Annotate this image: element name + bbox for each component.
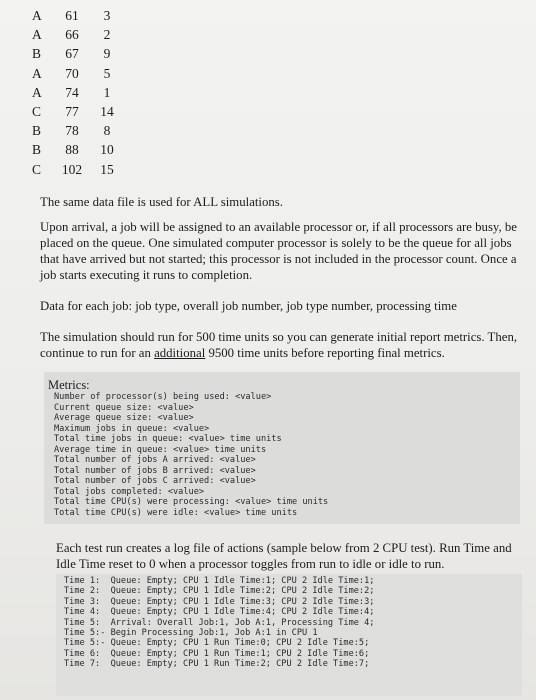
metrics-heading: Metrics: — [48, 378, 90, 392]
processing-time-cell: 3 — [103, 8, 111, 23]
log-line: Time 5:- Begin Processing Job:1, Job A:1 in CPU 1 — [64, 627, 318, 638]
metrics-line: Average time in queue: <value> time units — [54, 444, 267, 455]
processing-time-cell: 1 — [103, 84, 111, 100]
job-number-cell: 67 — [65, 46, 79, 62]
table-row — [32, 140, 122, 159]
processing-time-cell: 14 — [100, 104, 114, 120]
job-data-paragraph: Data for each job: job type, overall job number, job type number, processing time — [40, 299, 457, 313]
table-row — [32, 25, 122, 44]
job-number-cell: 66 — [65, 27, 79, 43]
job-type-cell: B — [32, 123, 42, 139]
table-row — [32, 102, 122, 121]
metrics-line: Total number of jobs B arrived: <value> — [54, 465, 256, 476]
job-type-cell: C — [32, 161, 42, 177]
metrics-line: Total jobs completed: <value> — [54, 486, 205, 497]
metrics-line: Total number of jobs A arrived: <value> — [54, 455, 256, 465]
processing-time-cell: 8 — [103, 123, 111, 139]
job-number-cell: 102 — [61, 161, 83, 177]
table-row — [32, 6, 122, 25]
processing-time-cell: 5 — [103, 65, 111, 81]
log-line: Time 1: Queue: Empty; CPU 1 Idle Time:1; CPU 2 Idle Time:1; — [64, 576, 375, 586]
job-type-cell: B — [32, 142, 42, 158]
table-row — [32, 64, 122, 83]
metrics-line: Total time CPU(s) were idle: <value> time units — [54, 507, 298, 518]
table-row — [32, 121, 122, 140]
job-number-cell: 77 — [65, 104, 79, 120]
job-data-table — [32, 6, 122, 179]
metrics-block — [44, 372, 520, 524]
metrics-line: Total time CPU(s) were processing: <value> time units — [54, 497, 329, 507]
processing-time-cell: 2 — [103, 27, 111, 43]
log-line: Time 5:- Queue: Empty; CPU 1 Run Time:0; CPU 2 Idle Time:5; — [64, 638, 370, 649]
log-sample-block — [56, 574, 522, 696]
log-line: Time 7: Queue: Empty; CPU 1 Run Time:2; CPU 2 Idle Time:7; — [64, 659, 370, 670]
arrival-rules-paragraph: Upon arrival, a job will be assigned to an available processor or, if all processors are busy, be placed on the queue. One simulated computer processor is solely to be the queue for all jobs that have arrived but not started; this processor is not included in the processor count. Once a job starts executing it runs to completion. — [40, 220, 517, 282]
processing-time-cell: 9 — [103, 46, 111, 62]
simulation-duration-paragraph — [40, 329, 522, 361]
metrics-line: Maximum jobs in queue: <value> — [54, 423, 210, 434]
log-line: Time 2: Queue: Empty; CPU 1 Idle Time:2; CPU 2 Idle Time:2; — [64, 586, 375, 597]
job-number-cell: 74 — [65, 84, 79, 100]
metrics-lines — [54, 392, 328, 518]
job-type-cell: A — [32, 8, 42, 23]
processing-time-cell: 10 — [100, 142, 114, 158]
sim-text-additional: additional — [154, 346, 206, 360]
sim-text-before: The simulation should run for 500 time units so you can generate initial report metrics. Then, continue to run for an — [40, 330, 518, 360]
table-row — [32, 160, 122, 179]
job-type-cell: B — [32, 46, 42, 62]
job-type-cell: A — [32, 84, 42, 100]
metrics-line: Current queue size: <value> — [54, 402, 194, 413]
job-number-cell: 78 — [65, 123, 79, 139]
table-row — [32, 83, 122, 102]
job-type-cell: A — [32, 65, 42, 81]
table-row — [32, 44, 122, 63]
log-file-paragraph: Each test run creates a log file of actions (sample below from 2 CPU test). Run Time and Idle Time reset to 0 when a processor toggles from run to idle or idle to run. — [56, 541, 512, 571]
job-number-cell: 61 — [65, 8, 79, 23]
metrics-line: Number of processor(s) being used: <value> — [54, 392, 272, 402]
job-number-cell: 70 — [65, 65, 79, 81]
metrics-line: Total time jobs in queue: <value> time units — [54, 434, 282, 444]
log-line: Time 6: Queue: Empty; CPU 1 Run Time:1; CPU 2 Idle Time:6; — [64, 648, 370, 659]
log-line: Time 5: Arrival: Overall Job:1, Job A:1, Processing Time 4; — [64, 617, 375, 628]
job-type-cell: C — [32, 104, 42, 120]
log-lines — [64, 576, 374, 670]
processing-time-cell: 15 — [100, 161, 114, 177]
log-line: Time 4: Queue: Empty; CPU 1 Idle Time:4; CPU 2 Idle Time:4; — [64, 607, 375, 618]
job-type-cell: A — [32, 27, 42, 43]
job-number-cell: 88 — [65, 142, 79, 158]
metrics-line: Total number of jobs C arrived: <value> — [54, 476, 256, 486]
same-data-file-paragraph: The same data file is used for ALL simulations. — [40, 195, 283, 209]
sim-text-after: 9500 time units before reporting final metrics. — [205, 346, 445, 360]
metrics-line: Average queue size: <value> — [54, 413, 194, 423]
log-line: Time 3: Queue: Empty; CPU 1 Idle Time:3; CPU 2 Idle Time:3; — [64, 596, 375, 607]
